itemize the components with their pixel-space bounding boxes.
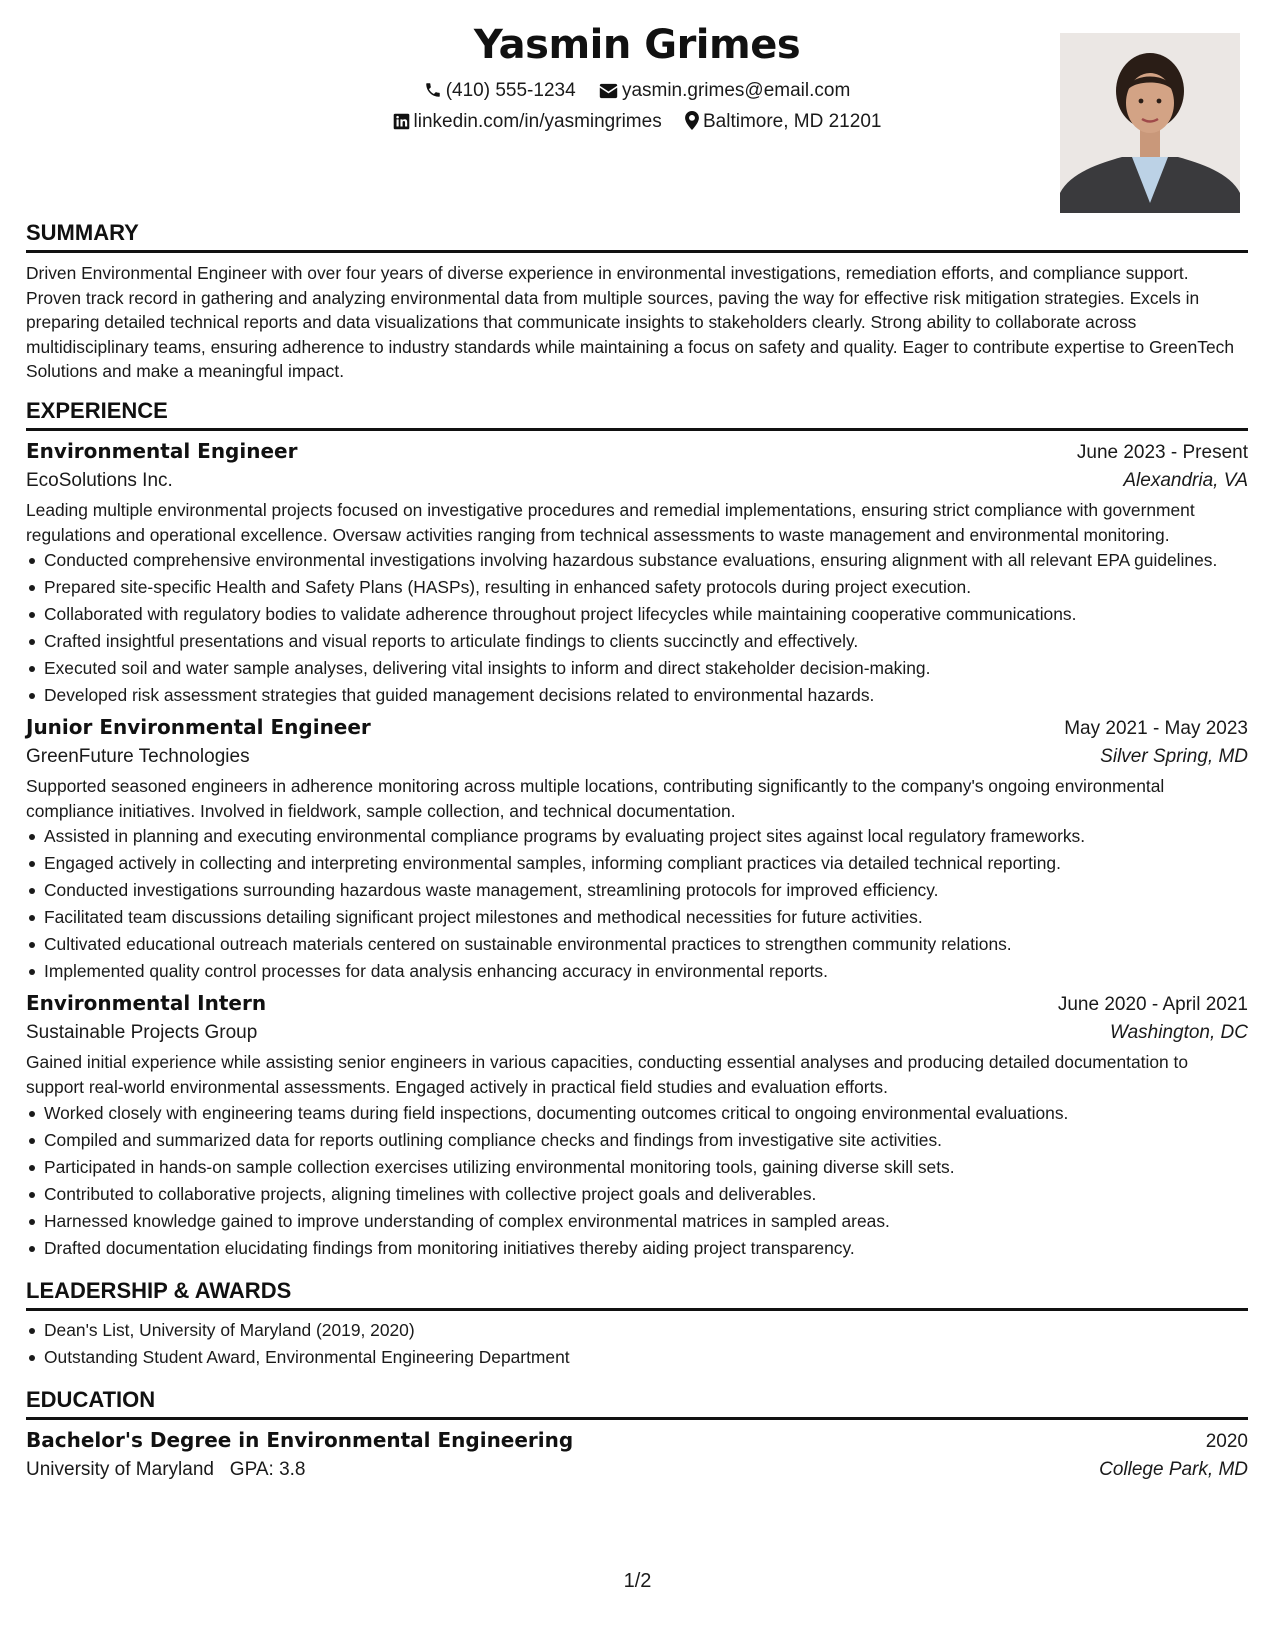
list-item: Executed soil and water sample analyses, delivering vital insights to inform and direct stakeholder decision-making. bbox=[44, 657, 1248, 680]
job-dates: May 2021 - May 2023 bbox=[1064, 718, 1248, 740]
map-pin-icon bbox=[685, 111, 699, 130]
location-text: Baltimore, MD 21201 bbox=[702, 111, 882, 132]
company-name: GreenFuture Technologies bbox=[26, 746, 250, 768]
list-item: Facilitated team discussions detailing significant project milestones and methodical necessities for future activities. bbox=[44, 906, 1248, 929]
list-item: Contributed to collaborative projects, aligning timelines with collective project goals and deliverables. bbox=[44, 1183, 1248, 1206]
list-item: Conducted investigations surrounding hazardous waste management, streamlining protocols for improved efficiency. bbox=[44, 879, 1248, 902]
list-item: Engaged actively in collecting and interpreting environmental samples, informing compliant practices via detailed technical reporting. bbox=[44, 852, 1248, 875]
list-item: Outstanding Student Award, Environmental Engineering Department bbox=[44, 1346, 1248, 1369]
job-location: Alexandria, VA bbox=[1123, 469, 1248, 491]
education-heading: EDUCATION bbox=[26, 1387, 1248, 1420]
page-number: 1/2 bbox=[623, 1570, 652, 1592]
summary-section bbox=[26, 220, 1248, 384]
job-title: Environmental Engineer bbox=[26, 438, 298, 463]
job-title: Environmental Intern bbox=[26, 991, 267, 1016]
email-contact[interactable] bbox=[599, 80, 850, 102]
email-text: yasmin.grimes@email.com bbox=[621, 80, 851, 101]
resume-page bbox=[26, 0, 1248, 1481]
job-bullets bbox=[26, 549, 1248, 707]
list-item: Crafted insightful presentations and visual reports to articulate findings to clients succinctly and effectively. bbox=[44, 630, 1248, 653]
company-name: Sustainable Projects Group bbox=[26, 1022, 258, 1044]
job-bullets bbox=[26, 825, 1248, 983]
list-item: Harnessed knowledge gained to improve understanding of complex environmental matrices in sampled areas. bbox=[44, 1210, 1248, 1233]
list-item: Assisted in planning and executing environmental compliance programs by evaluating project sites against local regulatory frameworks. bbox=[44, 825, 1248, 848]
linkedin-contact[interactable] bbox=[393, 111, 662, 133]
job-entry bbox=[26, 991, 1248, 1259]
list-item: Drafted documentation elucidating findings from monitoring initiatives thereby aiding project transparency. bbox=[44, 1237, 1248, 1260]
job-bullets bbox=[26, 1102, 1248, 1260]
candidate-name: Yasmin Grimes bbox=[473, 22, 801, 68]
job-description: Gained initial experience while assisting senior engineers in various capacities, conducting essential analyses and producing detailed documentation to support real-world environmental assessments. Engaged actively in practical field studies and evaluation efforts. bbox=[26, 1052, 1189, 1097]
location-contact bbox=[685, 111, 881, 133]
list-item: Prepared site-specific Health and Safety Plans (HASPs), resulting in enhanced safety protocols during project execution. bbox=[44, 576, 1248, 599]
gpa-text: GPA: 3.8 bbox=[229, 1458, 306, 1480]
linkedin-text: linkedin.com/in/yasmingrimes bbox=[413, 111, 662, 132]
list-item: Conducted comprehensive environmental investigations involving hazardous substance evaluations, ensuring alignment with all relevant EPA guidelines. bbox=[44, 549, 1248, 572]
education-section bbox=[26, 1387, 1248, 1481]
job-dates: June 2023 - Present bbox=[1076, 441, 1248, 463]
leadership-section bbox=[26, 1278, 1248, 1369]
list-item: Participated in hands-on sample collection exercises utilizing environmental monitoring tools, gaining diverse skill sets. bbox=[44, 1156, 1248, 1179]
leadership-heading: LEADERSHIP & AWARDS bbox=[26, 1278, 1248, 1311]
list-item: Worked closely with engineering teams during field inspections, documenting outcomes critical to ongoing environmental evaluations. bbox=[44, 1102, 1248, 1125]
school-location: College Park, MD bbox=[1099, 1458, 1248, 1480]
summary-heading: SUMMARY bbox=[26, 220, 1248, 253]
list-item: Cultivated educational outreach materials centered on sustainable environmental practices to strengthen community relations. bbox=[44, 933, 1248, 956]
job-dates: June 2020 - April 2021 bbox=[1057, 994, 1248, 1016]
envelope-icon bbox=[599, 83, 618, 99]
company-name: EcoSolutions Inc. bbox=[26, 469, 173, 491]
job-description: Leading multiple environmental projects focused on investigative procedures and remedial implementations, ensuring strict compliance with government regulations and operational excellence. Oversaw activities ranging from technical assessments to waste management and environmental monitoring. bbox=[26, 499, 1195, 545]
list-item: Compiled and summarized data for reports outlining compliance checks and findings from investigative site activities. bbox=[44, 1129, 1248, 1152]
job-location: Washington, DC bbox=[1110, 1022, 1248, 1044]
degree-name: Bachelor's Degree in Environmental Engineering bbox=[26, 1427, 574, 1452]
list-item: Dean's List, University of Maryland (2019, 2020) bbox=[44, 1319, 1248, 1342]
job-title: Junior Environmental Engineer bbox=[26, 715, 371, 740]
job-location: Silver Spring, MD bbox=[1100, 746, 1248, 768]
profile-photo bbox=[1060, 33, 1240, 213]
awards-list bbox=[26, 1319, 1248, 1369]
graduation-year: 2020 bbox=[1205, 1430, 1248, 1452]
phone-text: (410) 555-1234 bbox=[445, 80, 576, 101]
resume-header bbox=[26, 0, 1248, 220]
job-entry bbox=[26, 715, 1248, 983]
experience-section bbox=[26, 398, 1248, 1260]
school-name: University of Maryland bbox=[26, 1458, 214, 1480]
linkedin-icon bbox=[393, 113, 410, 130]
phone-contact bbox=[424, 80, 576, 102]
experience-heading: EXPERIENCE bbox=[26, 398, 1248, 431]
job-description: Supported seasoned engineers in adherence monitoring across multiple locations, contributing significantly to the company's ongoing environmental compliance initiatives. Involved in fieldwork, sample collection, and technical documentation. bbox=[26, 776, 1165, 821]
school-info bbox=[26, 1459, 305, 1481]
summary-text: Driven Environmental Engineer with over four years of diverse experience in environmental investigations, remediation efforts, and compliance support. Proven track record in gathering and analyzing environmental data from multiple sources, paving the way for effective risk mitigation strategies. Excels in preparing detailed technical reports and data visualizations that communicate insights to stakeholders clearly. Strong ability to collaborate across multidisciplinary teams, ensuring adherence to industry standards while maintaining a focus on safety and quality. Eager to contribute expertise to GreenTech Solutions and make a meaningful impact. bbox=[26, 263, 1235, 382]
job-entry bbox=[26, 439, 1248, 707]
list-item: Developed risk assessment strategies that guided management decisions related to environmental hazards. bbox=[44, 684, 1248, 707]
list-item: Implemented quality control processes for data analysis enhancing accuracy in environmental reports. bbox=[44, 960, 1248, 983]
list-item: Collaborated with regulatory bodies to validate adherence throughout project lifecycles while maintaining cooperative communications. bbox=[44, 603, 1248, 626]
phone-icon bbox=[424, 81, 442, 99]
